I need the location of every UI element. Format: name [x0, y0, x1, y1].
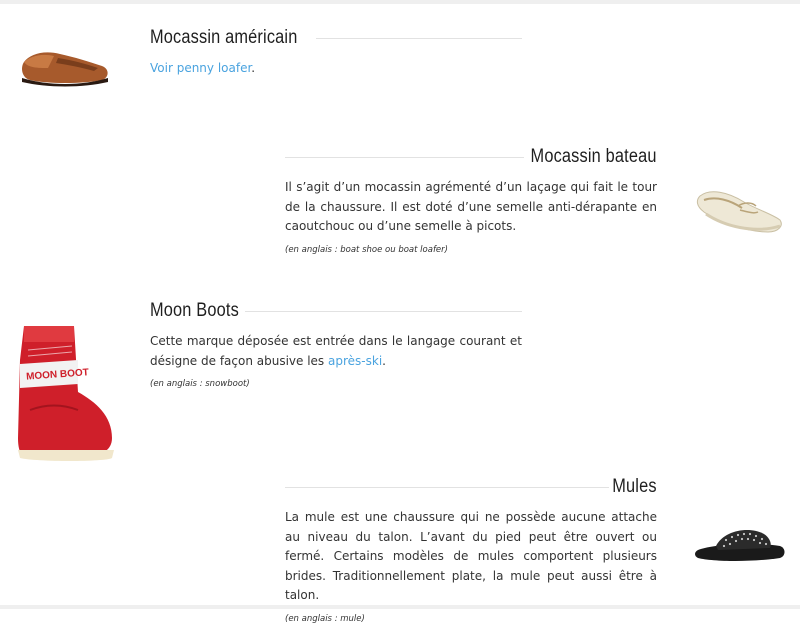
link-suffix: .: [382, 353, 386, 368]
entry-description: La mule est une chaussure qui ne possède aucune attache au niveau du talon. L’avant du pied peut être ouvert ou fermé. Certains modèles de mules comportent plusieurs brides. Traditionnellement plate, la mule peut aussi être à talon.: [285, 510, 657, 602]
entry-mocassin-americain: [150, 27, 522, 79]
entry-title: Moon Boots: [150, 300, 239, 321]
title-divider: [285, 487, 609, 488]
entry-description: [150, 59, 522, 79]
apres-ski-link[interactable]: après-ski: [328, 353, 383, 368]
penny-loafer-link[interactable]: Voir penny loafer: [150, 61, 252, 75]
mule-image: [694, 520, 786, 568]
description-text: Cette marque déposée est entrée dans le langage courant et désigne de façon abusive les: [150, 334, 522, 368]
title-divider: [316, 38, 523, 39]
top-border: [0, 0, 800, 4]
penny-loafer-image: [18, 38, 112, 88]
entry-title: Mules: [612, 476, 657, 497]
entry-description: [150, 332, 522, 371]
link-suffix: .: [251, 61, 256, 75]
boat-shoe-image: [694, 178, 786, 238]
title-divider: [285, 157, 524, 158]
english-note: (en anglais : boat shoe ou boat loafer): [285, 244, 448, 255]
title-divider: [245, 311, 522, 312]
moon-boots-image: [16, 320, 116, 464]
entry-mules: [285, 476, 657, 624]
entry-mocassin-bateau: [285, 146, 657, 255]
entry-description: Il s’agit d’un mocassin agrémenté d’un laçage qui fait le tour de la chaussure. Il est doté d’une semelle anti-dérapante en caoutchouc ou d’une semelle à picots.: [285, 180, 657, 233]
english-note: (en anglais : snowboot): [150, 379, 250, 389]
bottom-border: [0, 605, 800, 609]
entry-title: Mocassin américain: [150, 27, 298, 48]
entry-title: Mocassin bateau: [530, 146, 657, 167]
english-note: (en anglais : mule): [285, 613, 365, 624]
boot-brand-label: MOON BOOT: [25, 367, 90, 383]
entry-moon-boots: [150, 300, 522, 389]
